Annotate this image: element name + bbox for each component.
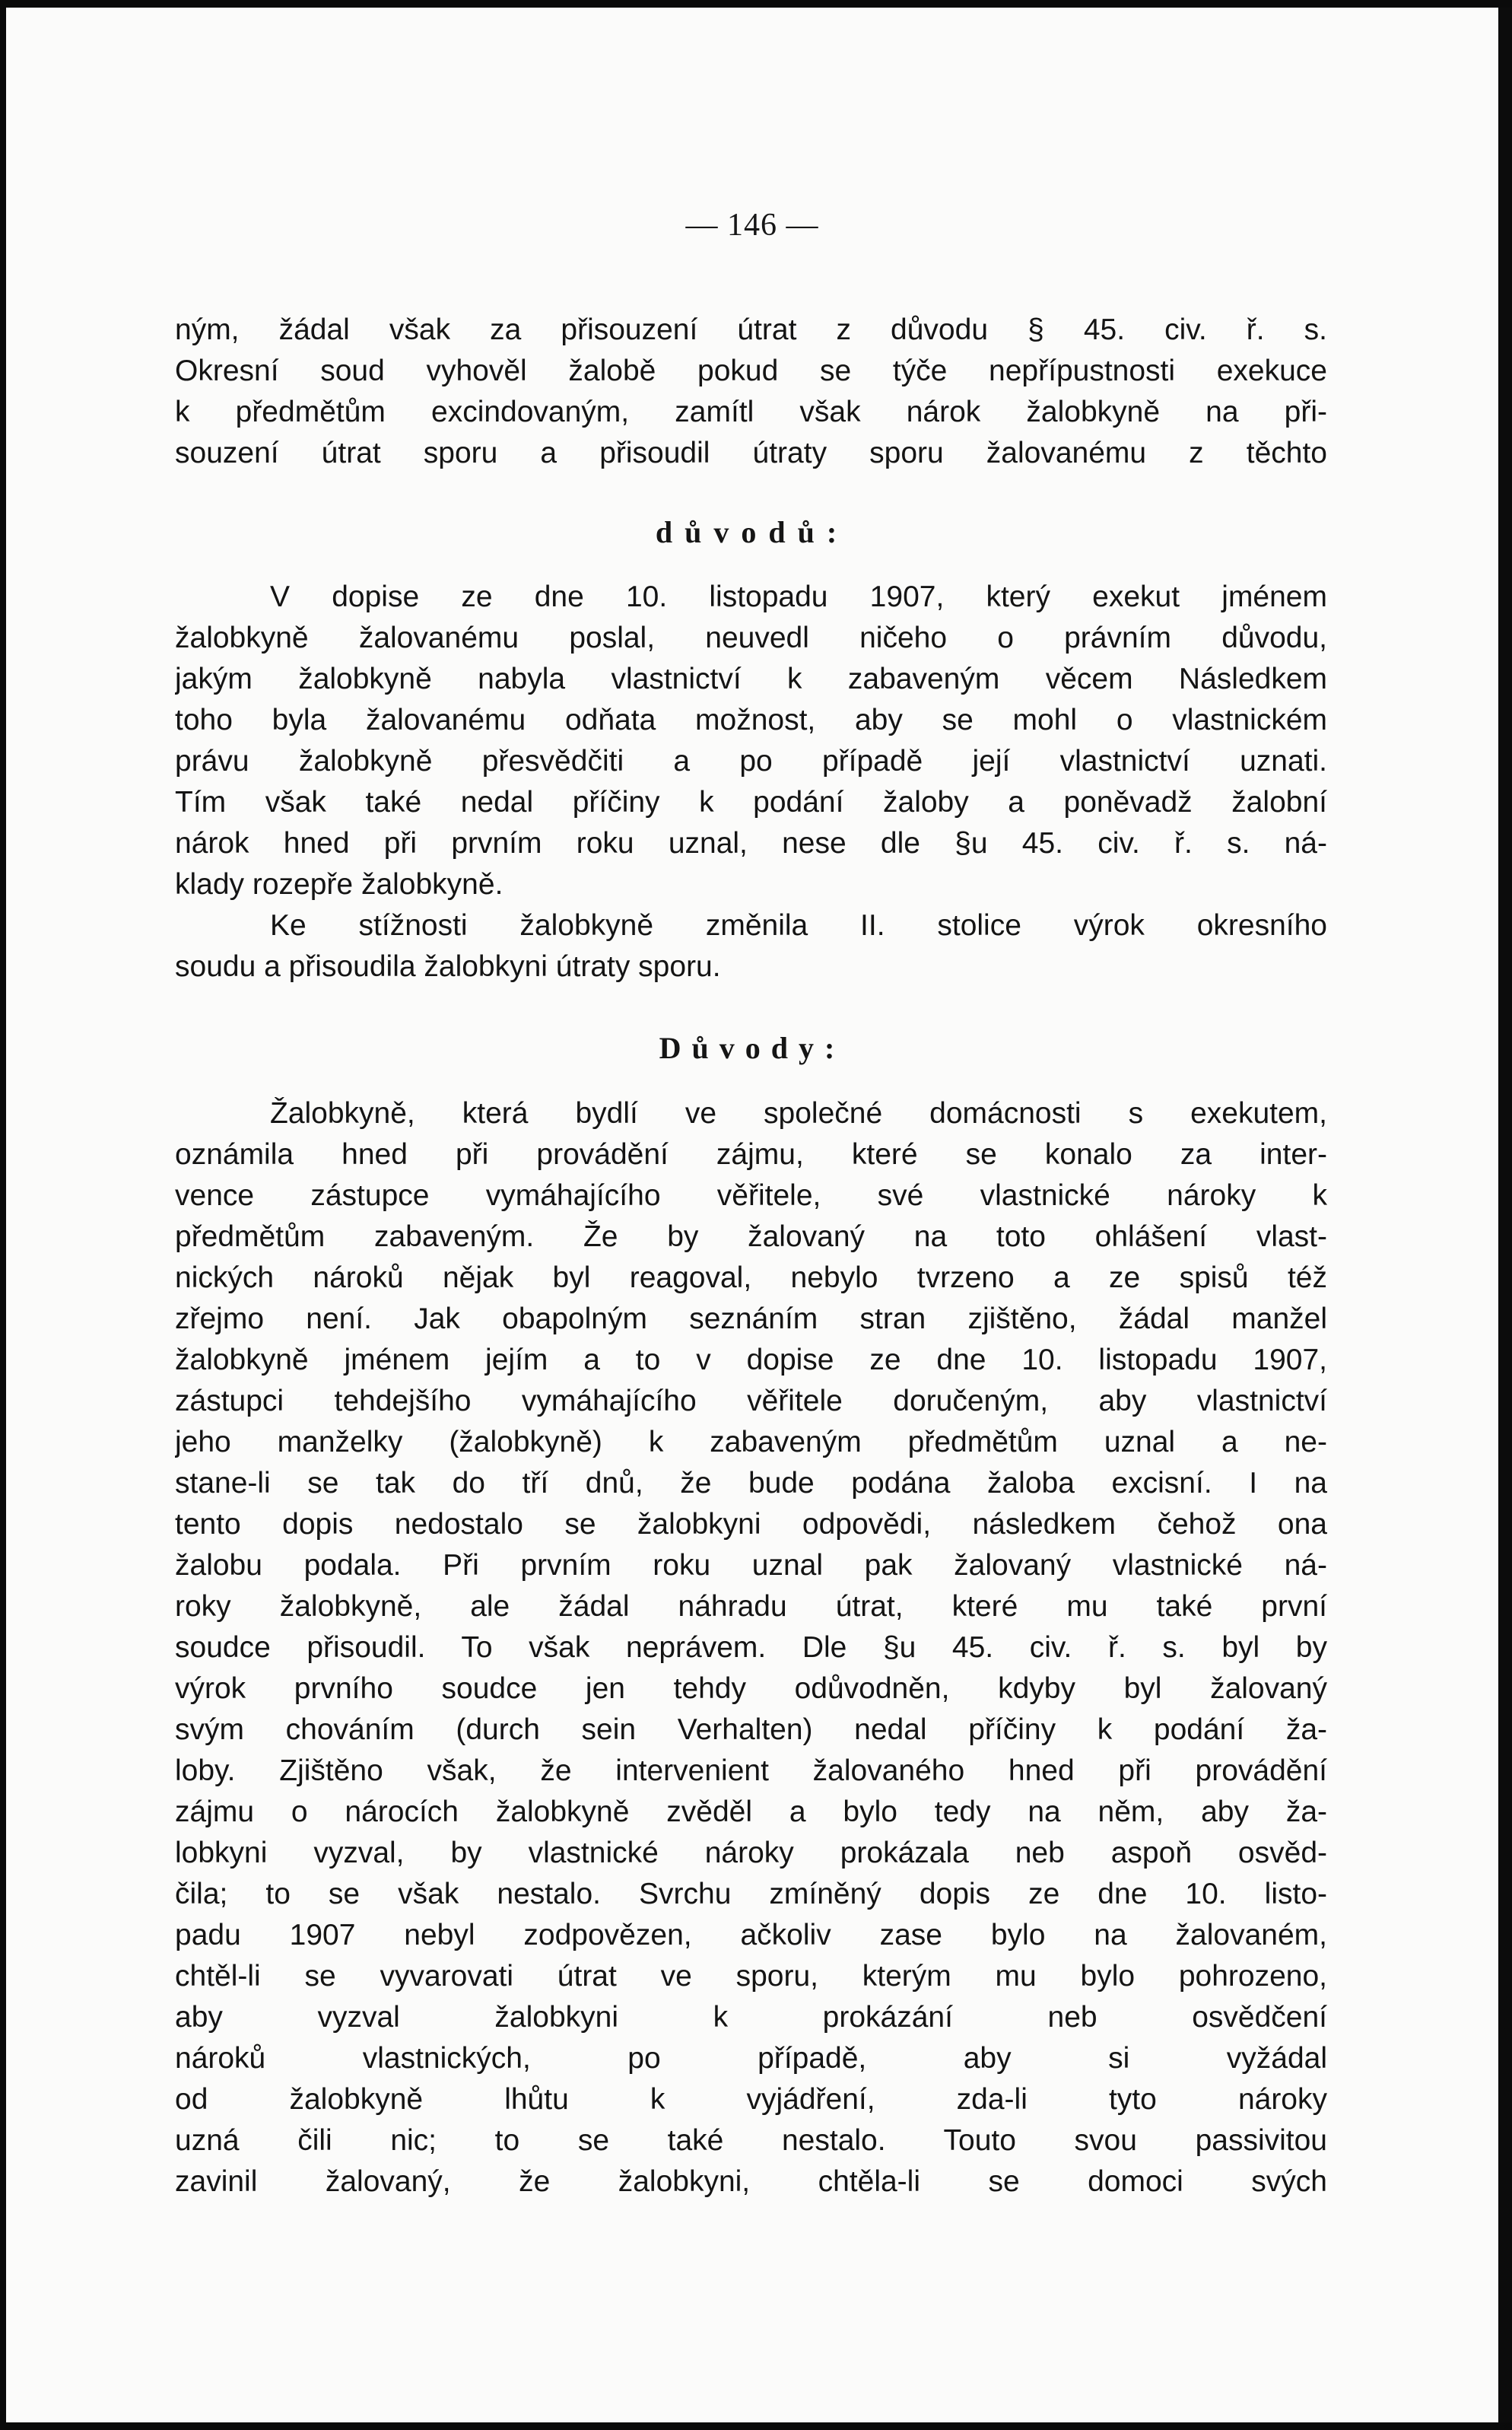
text-line: nároků vlastnických, po případě, aby si vyžádal bbox=[175, 2042, 1327, 2075]
text-line: právu žalobkyně přesvědčiti a po případě její vlastnictví uznati. bbox=[175, 745, 1327, 778]
text-line: soudu a přisoudila žalobkyni útraty sporu. bbox=[175, 950, 721, 983]
paragraph-opening bbox=[175, 310, 1327, 474]
page-number: — 146 — bbox=[685, 208, 819, 243]
paragraph-first-instance bbox=[175, 577, 1327, 988]
text-line: výrok prvního soudce jen tehdy odůvodněn, kdyby byl žalovaný bbox=[175, 1672, 1327, 1705]
text-line: stane-li se tak do tří dnů, že bude podána žaloba excisní. I na bbox=[175, 1467, 1327, 1500]
text-line: tento dopis nedostalo se žalobkyni odpovědi, následkem čehož ona bbox=[175, 1508, 1327, 1541]
book-page bbox=[6, 8, 1512, 2422]
text-line: zavinil žalovaný, že žalobkyni, chtěla-li se domoci svých bbox=[175, 2165, 1327, 2198]
text-line: toho byla žalovanému odňata možnost, aby se mohl o vlastnickém bbox=[175, 704, 1327, 736]
text-line: roky žalobkyně, ale žádal náhradu útrat, které mu také první bbox=[175, 1590, 1327, 1623]
text-line: klady rozepře žalobkyně. bbox=[175, 868, 503, 901]
text-line: svým chováním (durch sein Verhalten) nedal příčiny k podání ža- bbox=[175, 1713, 1327, 1746]
section-heading-reasons: důvodů: bbox=[655, 515, 850, 549]
text-line: loby. Zjištěno však, že intervenient žalovaného hned při provádění bbox=[175, 1754, 1327, 1787]
text-line: V dopise ze dne 10. listopadu 1907, který exekut jménem bbox=[270, 580, 1327, 613]
text-line: aby vyzval žalobkyni k prokázání neb osvědčení bbox=[175, 2001, 1327, 2034]
text-line: zájmu o nárocích žalobkyně zvěděl a bylo tedy na něm, aby ža- bbox=[175, 1795, 1327, 1828]
paragraph-appeal-reasons bbox=[175, 1093, 1327, 2203]
text-line: oznámila hned při provádění zájmu, které se konalo za inter- bbox=[175, 1138, 1327, 1171]
text-line: žalobkyně jménem jejím a to v dopise ze dne 10. listopadu 1907, bbox=[175, 1344, 1327, 1376]
text-line: soudce přisoudil. To však neprávem. Dle §u 45. civ. ř. s. byl by bbox=[175, 1631, 1327, 1664]
text-line: Okresní soud vyhověl žalobě pokud se týče nepřípustnosti exekuce bbox=[175, 355, 1327, 387]
text-line: uzná čili nic; to se také nestalo. Touto svou passivitou bbox=[175, 2124, 1327, 2157]
text-line: souzení útrat sporu a přisoudil útraty sporu žalovanému z těchto bbox=[175, 437, 1327, 469]
text-line: nických nároků nějak byl reagoval, nebylo tvrzeno a ze spisů též bbox=[175, 1261, 1327, 1294]
text-line: jakým žalobkyně nabyla vlastnictví k zabaveným věcem Následkem bbox=[175, 663, 1327, 695]
text-line: zřejmo není. Jak obapolným seznáním stran zjištěno, žádal manžel bbox=[175, 1302, 1327, 1335]
text-line: Žalobkyně, která bydlí ve společné domácnosti s exekutem, bbox=[270, 1097, 1327, 1130]
text-line: lobkyni vyzval, by vlastnické nároky prokázala neb aspoň osvěd- bbox=[175, 1837, 1327, 1869]
text-line: jeho manželky (žalobkyně) k zabaveným předmětům uznal a ne- bbox=[175, 1426, 1327, 1458]
text-line: žalobkyně žalovanému poslal, neuvedl ničeho o právním důvodu, bbox=[175, 622, 1327, 654]
text-line: padu 1907 nebyl zodpovězen, ačkoliv zase bylo na žalovaném, bbox=[175, 1919, 1327, 1951]
text-line: nárok hned při prvním roku uznal, nese dle §u 45. civ. ř. s. ná- bbox=[175, 827, 1327, 860]
text-line: k předmětům excindovaným, zamítl však nárok žalobkyně na při- bbox=[175, 396, 1327, 428]
text-line: zástupci tehdejšího vymáhajícího věřitele doručeným, aby vlastnictví bbox=[175, 1385, 1327, 1417]
section-heading-reasons-appeal: Důvody: bbox=[659, 1031, 846, 1065]
text-line: od žalobkyně lhůtu k vyjádření, zda-li tyto nároky bbox=[175, 2083, 1327, 2116]
text-line: ným, žádal však za přisouzení útrat z důvodu § 45. civ. ř. s. bbox=[175, 313, 1327, 346]
text-line: čila; to se však nestalo. Svrchu zmíněný dopis ze dne 10. listo- bbox=[175, 1878, 1327, 1910]
text-line: předmětům zabaveným. Že by žalovaný na toto ohlášení vlast- bbox=[175, 1220, 1327, 1253]
text-line: Ke stížnosti žalobkyně změnila II. stolice výrok okresního bbox=[270, 909, 1327, 942]
text-line: žalobu podala. Při prvním roku uznal pak žalovaný vlastnické ná- bbox=[175, 1549, 1327, 1582]
text-line: Tím však také nedal příčiny k podání žaloby a poněvadž žalobní bbox=[175, 786, 1327, 819]
text-line: vence zástupce vymáhajícího věřitele, své vlastnické nároky k bbox=[175, 1179, 1327, 1212]
text-line: chtěl-li se vyvarovati útrat ve sporu, kterým mu bylo pohrozeno, bbox=[175, 1960, 1327, 1993]
